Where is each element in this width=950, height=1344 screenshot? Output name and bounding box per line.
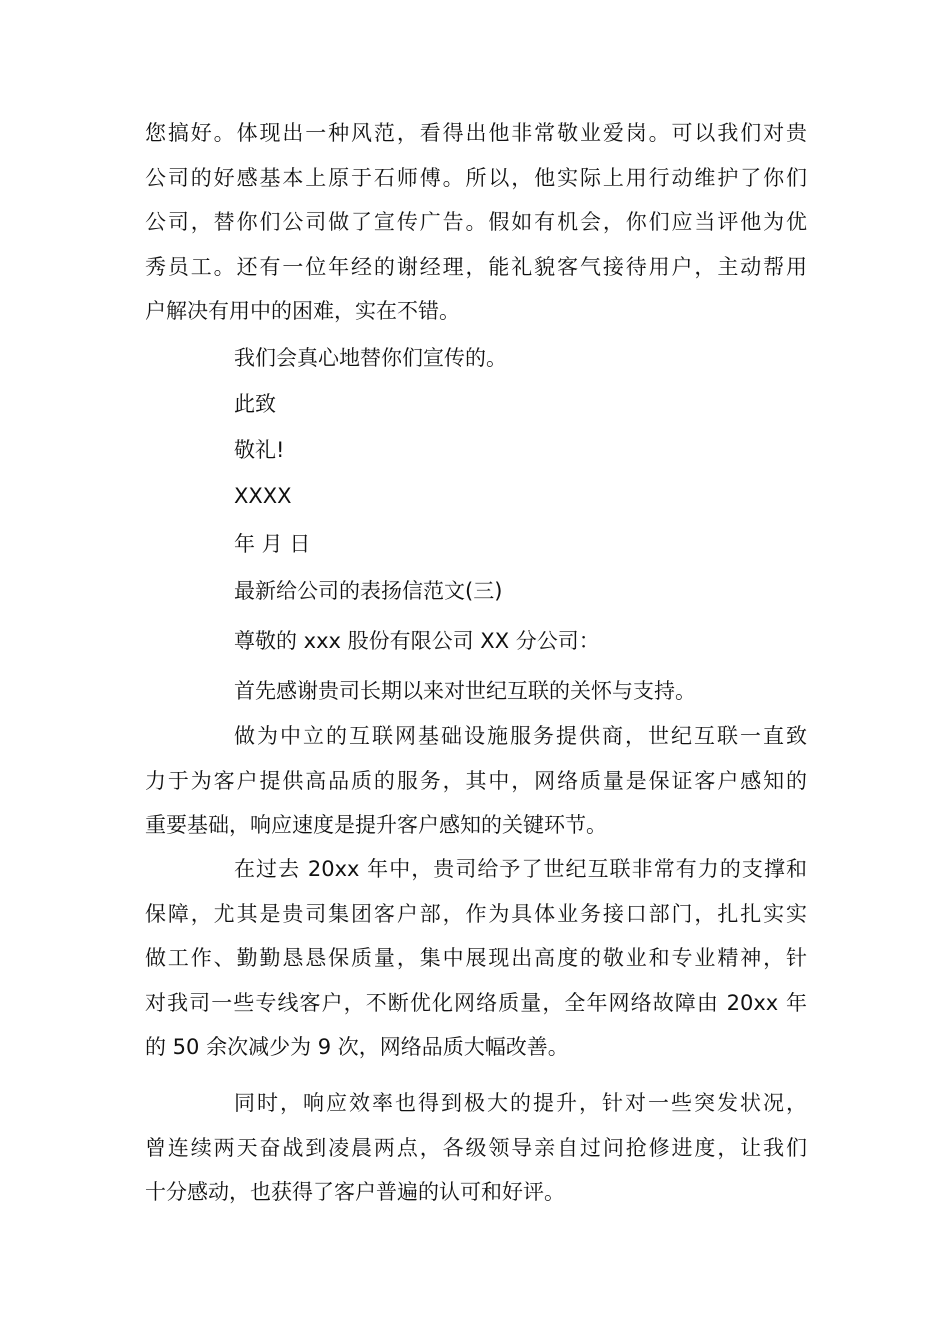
section-heading: 最新给公司的表扬信范文(三) [234, 579, 503, 603]
text-line: 对我司一些专线客户，不断优化网络质量，全年网络故障由 20xx 年 [145, 990, 807, 1015]
salutation: 尊敬的 xxx 股份有限公司 XX 分公司： [234, 629, 600, 653]
text-line: 曾连续两天奋战到凌晨两点，各级领导亲自过问抢修进度，让我们 [145, 1135, 807, 1160]
text-line: 您搞好。体现出一种风范，看得出他非常敬业爱岗。可以我们对贵 [145, 121, 807, 145]
text-line: 做为中立的互联网基础设施服务提供商，世纪互联一直致 [234, 724, 807, 748]
closing-cizhi: 此致 [234, 392, 276, 416]
text-line: 重要基础，响应速度是提升客户感知的关键环节。 [145, 813, 607, 837]
text-line: 公司，替你们公司做了宣传广告。假如有机会，你们应当评他为优 [145, 210, 807, 234]
date-line: 年 月 日 [234, 532, 311, 556]
paragraph-support [145, 847, 807, 1070]
closing-promise: 我们会真心地替你们宣传的。 [234, 346, 507, 370]
text-line: 户解决有用中的困难，实在不错。 [145, 299, 460, 323]
paragraph-praise-continued [145, 111, 807, 334]
text-line: 的 50 余次减少为 9 次，网络品质大幅改善。 [145, 1035, 569, 1059]
paragraph-response [145, 1081, 807, 1215]
paragraph-service [145, 714, 807, 848]
thanks-line: 首先感谢贵司长期以来对世纪互联的关怀与支持。 [234, 679, 696, 703]
text-line: 同时，响应效率也得到极大的提升，针对一些突发状况， [234, 1091, 807, 1115]
text-line: 秀员工。还有一位年经的谢经理，能礼貌客气接待用户，主动帮用 [145, 254, 807, 279]
text-line: 公司的好感基本上原于石师傅。所以，他实际上用行动维护了你们 [145, 165, 807, 190]
closing-jingli: 敬礼! [234, 438, 285, 462]
text-line: 在过去 20xx 年中，贵司给予了世纪互联非常有力的支撑和 [234, 857, 807, 881]
text-line: 十分感动，也获得了客户普遍的认可和好评。 [145, 1180, 565, 1204]
text-line: 保障，尤其是贵司集团客户部，作为具体业务接口部门，扎扎实实 [145, 901, 807, 926]
text-line: 做工作、勤勤恳恳保质量，集中展现出高度的敬业和专业精神，针 [145, 946, 807, 970]
signature: XXXX [234, 484, 292, 508]
text-line: 力于为客户提供高品质的服务，其中，网络质量是保证客户感知的 [145, 768, 807, 793]
